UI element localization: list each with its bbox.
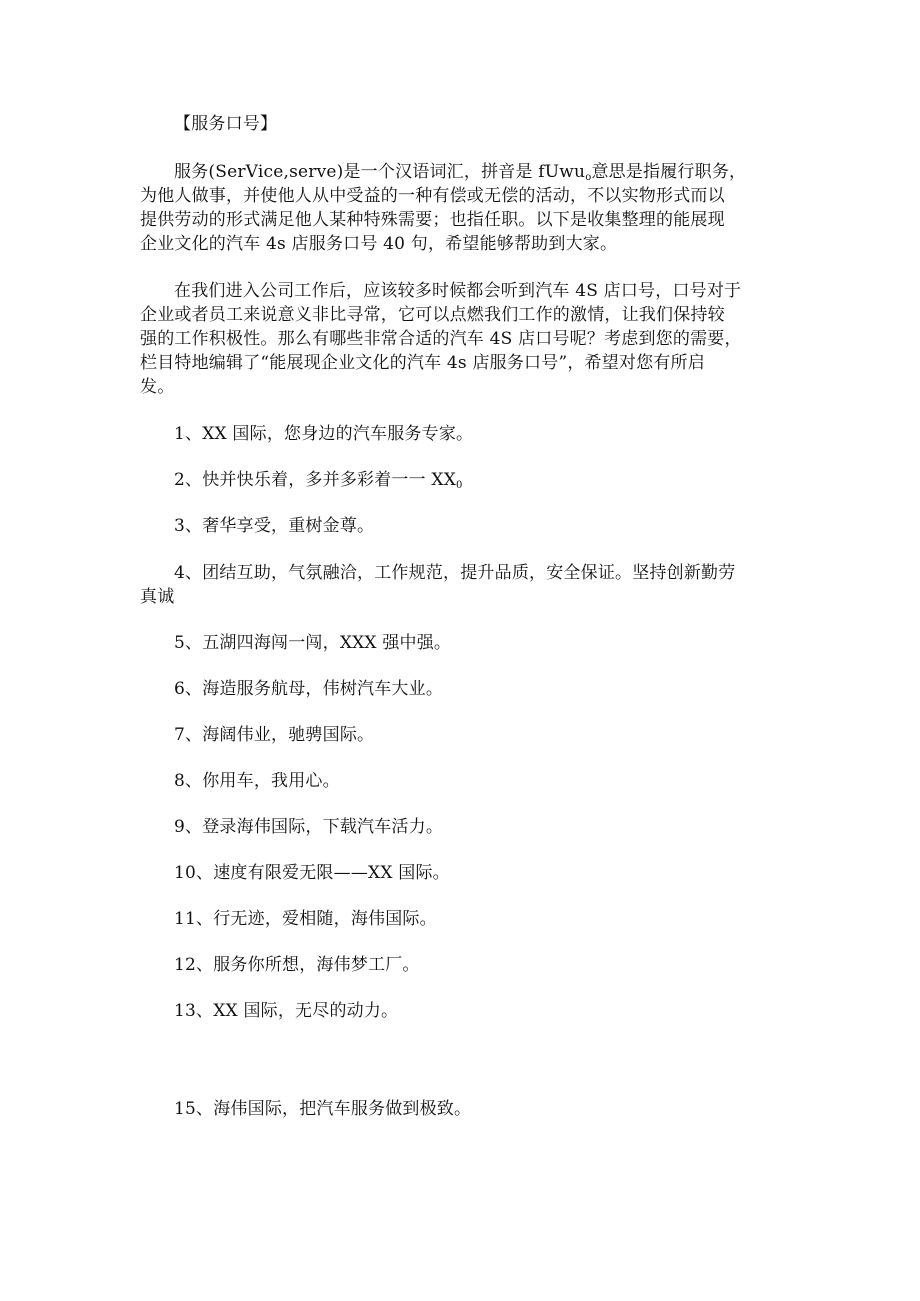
slogan-4-line-1: 4、团结互助，气氛融洽，工作规范，提升品质，安全保证。坚持创新勤劳 (174, 563, 736, 583)
second-line-5: 发。 (140, 377, 175, 397)
slogan-1: 1、XX 国际，您身边的汽车服务专家。 (174, 424, 474, 444)
intro-line-3: 提供劳动的形式满足他人某种特殊需要；也指任职。以下是收集整理的能展现 (140, 210, 725, 230)
intro-line-1-subscript: o (585, 172, 592, 183)
slogan-2-subscript: 0 (456, 480, 463, 491)
slogan-6: 6、海造服务航母，伟树汽车大业。 (174, 679, 444, 699)
second-line-3: 强的工作积极性。那么有哪些非常合适的汽车 4S 店口号呢？考虑到您的需要， (140, 329, 742, 349)
slogan-2-text: 2、快并快乐着，多并多彩着一一 XX (174, 470, 457, 490)
slogan-3: 3、奢华享受，重树金尊。 (174, 516, 375, 536)
slogan-12: 12、服务你所想，海伟梦工厂。 (174, 955, 420, 975)
intro-line-1-text: 服务(SerVice,serve)是一个汉语词汇，拼音是 fUwu (174, 162, 586, 182)
slogan-2 (174, 468, 463, 498)
slogan-11: 11、行无迹，爱相随，海伟国际。 (174, 909, 437, 929)
intro-line-4: 企业文化的汽车 4s 店服务口号 40 句，希望能够帮助到大家。 (140, 234, 618, 254)
slogan-8: 8、你用车，我用心。 (174, 771, 340, 791)
intro-line-1-tail: 意思是指履行职务， (591, 162, 747, 182)
intro-line-2: 为他人做事，并使他人从中受益的一种有偿或无偿的活动，不以实物形式而以 (140, 186, 725, 206)
slogan-10: 10、速度有限爱无限——XX 国际。 (174, 863, 450, 883)
slogan-9: 9、登录海伟国际，下载汽车活力。 (174, 817, 444, 837)
slogan-7: 7、海阔伟业，驰骋国际。 (174, 725, 375, 745)
slogan-5: 5、五湖四海闯一闯，XXX 强中强。 (174, 633, 452, 653)
slogan-4-line-2: 真诚 (140, 587, 175, 607)
second-line-2: 企业或者员工来说意义非比寻常，它可以点燃我们工作的激情，让我们保持较 (140, 305, 725, 325)
document-heading: 【服务口号】 (174, 114, 278, 134)
second-line-1: 在我们进入公司工作后，应该较多时候都会听到汽车 4S 店口号，口号对于 (174, 281, 742, 301)
second-line-4: 栏目特地编辑了“能展现企业文化的汽车 4s 店服务口号”，希望对您有所启 (140, 353, 705, 373)
slogan-13: 13、XX 国际，无尽的动力。 (174, 1001, 399, 1021)
slogan-15: 15、海伟国际，把汽车服务做到极致。 (174, 1099, 472, 1119)
